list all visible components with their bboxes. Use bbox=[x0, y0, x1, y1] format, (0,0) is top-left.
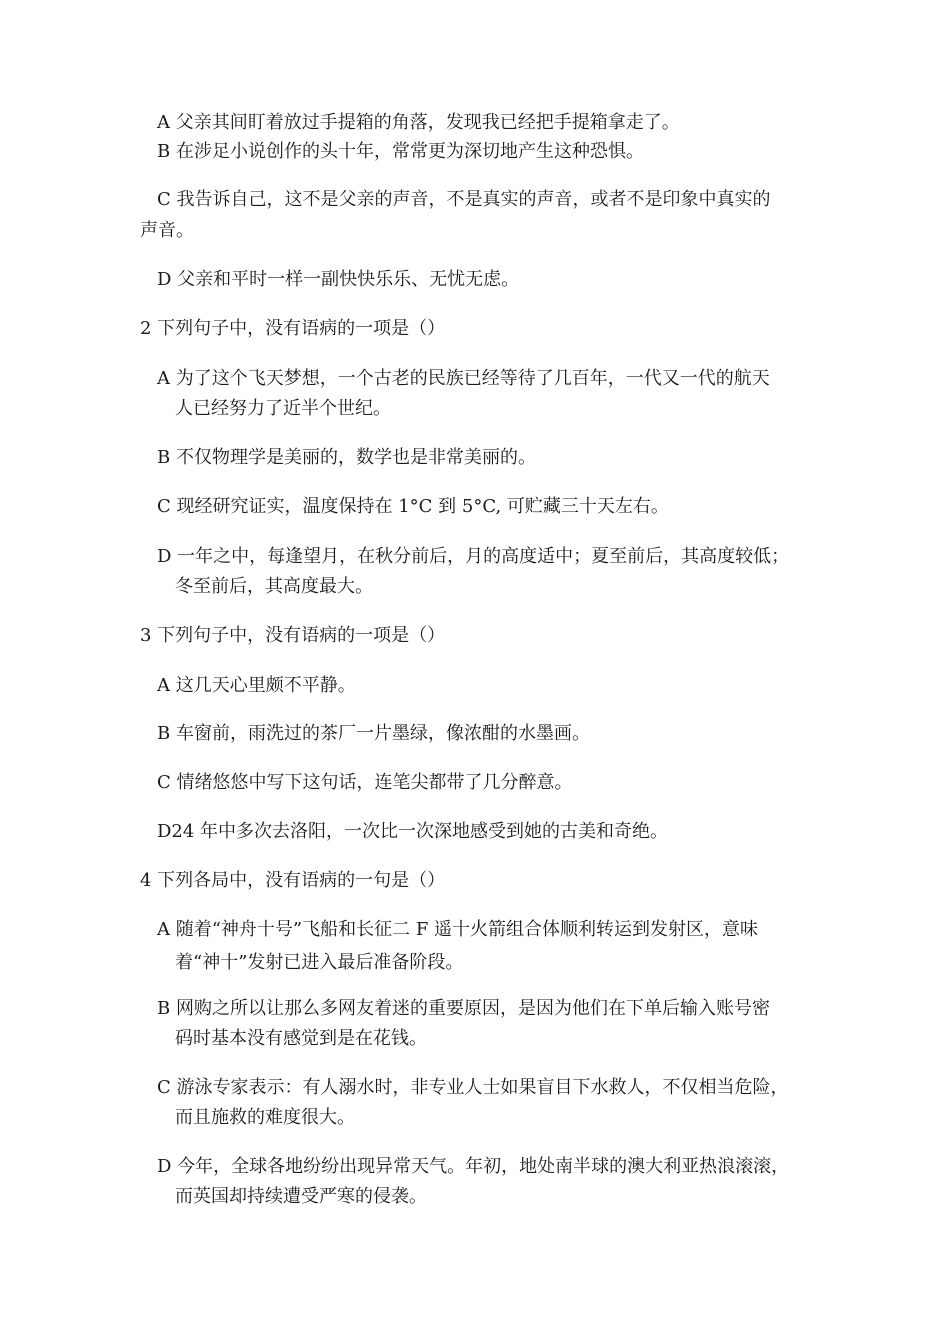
q3-option-d: D24 年中多次去洛阳，一次比一次深地感受到她的古美和奇绝。 bbox=[157, 821, 669, 842]
q3-option-b: B 车窗前，雨洗过的茶厂一片墨绿，像浓酣的水墨画。 bbox=[157, 723, 590, 744]
q4-option-b: B 网购之所以让那么多网友着迷的重要原因，是因为他们在下单后输入账号密 bbox=[157, 998, 770, 1019]
q2-option-a-continuation: 人已经努力了近半个世纪。 bbox=[175, 398, 391, 419]
q3-option-c: C 情绪悠悠中写下这句话，连笔尖都带了几分醉意。 bbox=[157, 772, 573, 793]
q2-option-b: B 不仅物理学是美丽的，数学也是非常美丽的。 bbox=[157, 447, 536, 468]
q4-stem: 4 下列各局中，没有语病的一句是（） bbox=[140, 870, 446, 891]
q4-option-c-continuation: 而且施救的难度很大。 bbox=[175, 1107, 355, 1128]
q2-option-d-continuation: 冬至前后，其高度最大。 bbox=[175, 576, 373, 597]
q2-option-c: C 现经研究证实，温度保持在 1°C 到 5°C, 可贮藏三十天左右。 bbox=[157, 496, 669, 517]
q1-option-c: C 我告诉自己，这不是父亲的声音，不是真实的声音，或者不是印象中真实的 bbox=[157, 189, 771, 210]
q4-option-a-continuation: 着“神十”发射已进入最后准备阶段。 bbox=[175, 952, 464, 973]
q4-option-d-continuation: 而英国却持续遭受严寒的侵袭。 bbox=[175, 1186, 427, 1207]
q2-stem: 2 下列句子中，没有语病的一项是（） bbox=[140, 318, 446, 339]
q4-option-c: C 游泳专家表示：有人溺水时，非专业人士如果盲目下水救人，不仅相当危险， bbox=[157, 1077, 789, 1098]
q4-option-a: A 随着“神舟十号”飞船和长征二 F 遥十火箭组合体顺利转运到发射区，意味 bbox=[157, 919, 759, 940]
q2-option-d: D 一年之中，每逢望月，在秋分前后，月的高度适中；夏至前后，其高度较低； bbox=[157, 546, 790, 567]
q1-option-d: D 父亲和平时一样一副快快乐乐、无忧无虑。 bbox=[157, 269, 520, 290]
q2-option-a: A 为了这个飞天梦想，一个古老的民族已经等待了几百年，一代又一代的航天 bbox=[157, 368, 770, 389]
q1-option-c-continuation: 声音。 bbox=[140, 220, 194, 241]
q3-stem: 3 下列句子中，没有语病的一项是（） bbox=[140, 625, 446, 646]
q4-option-b-continuation: 码时基本没有感觉到是在花钱。 bbox=[175, 1028, 427, 1049]
q1-option-a: A 父亲其间盯着放过手提箱的角落，发现我已经把手提箱拿走了。 bbox=[157, 112, 680, 133]
q3-option-a: A 这几天心里颇不平静。 bbox=[157, 675, 356, 696]
q1-option-b: B 在涉足小说创作的头十年，常常更为深切地产生这种恐惧。 bbox=[157, 141, 644, 162]
q4-option-d: D 今年，全球各地纷纷出现异常天气。年初，地处南半球的澳大利亚热浪滚滚， bbox=[157, 1156, 790, 1177]
